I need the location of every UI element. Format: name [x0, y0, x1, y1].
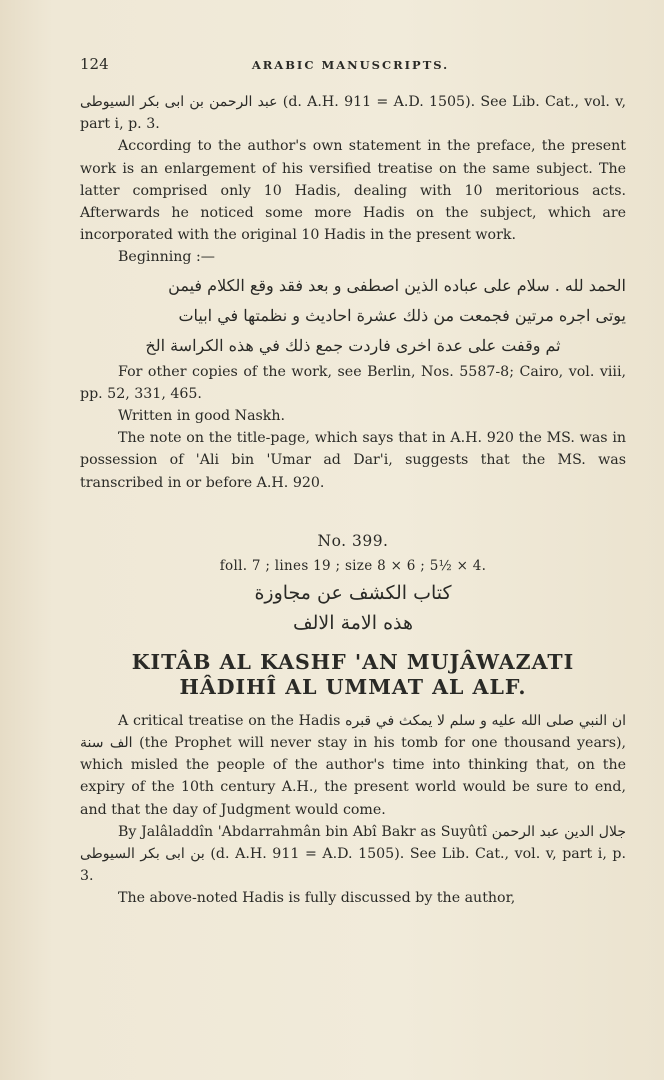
- entry-number: No. 399.: [317, 531, 389, 550]
- beginning-arabic-line: ثم وقفت على عدة اخرى فاردت جمع ذلك في هذه الكراسة الخ: [145, 335, 561, 355]
- description-rest: (the Prophet will never stay in his tomb for one thousand years), which misled the people of the author's time into thinking that, on the expiry of the 10th century A.H., the present world would be sure to end, and that the day of Judgment would come.: [80, 735, 627, 818]
- arabic-title-line: هذه الامة الالف: [292, 611, 414, 634]
- title-page-note: The note on the title-page, which says that in A.H. 920 the MS. was in possession of 'Ali bin 'Umar ad Dar'i, suggests that the MS. was transcribed in or before A.H. 920.: [80, 430, 626, 491]
- attribution-text: (d. A.H. 911 = A.D. 1505). See Lib. Cat., vol. v, part i, p. 3.: [80, 94, 626, 133]
- final-paragraph: The above-noted Hadis is fully discussed by the author,: [118, 890, 516, 907]
- author-arabic: جلال الدين عبد الرحمن بن ابی بکر السیوطی: [80, 823, 626, 863]
- description-lead: A critical treatise on the Hadis: [118, 712, 341, 729]
- preface-paragraph: According to the author's own statement in the preface, the present work is an enlargement of his versified treatise on the same subject. The latter comprised only 10 Hadis, dealing with 10 meritorious acts. Afterwards he noticed some more Hadis on the subject, which are incorporated with the original 10 Hadis in the present work.: [80, 138, 626, 244]
- running-title: ARABIC MANUSCRIPTS.: [251, 58, 450, 72]
- script-note: Written in good Naskh.: [118, 408, 286, 425]
- english-title-line: HÂDIHÎ AL UMMAT AL ALF.: [179, 674, 527, 699]
- english-title-line: KITÂB AL KASHF 'AN MUJÂWAZATI: [131, 649, 575, 674]
- beginning-label: Beginning :—: [118, 249, 215, 266]
- description-arabic: ان النبي صلى الله عليه و سلم لا يمكث في قبره الف سنة: [80, 712, 626, 752]
- arabic-title: [80, 578, 626, 638]
- other-copies: For other copies of the work, see Berlin, Nos. 5587-8; Cairo, vol. viii, pp. 52, 331, 465.: [80, 363, 626, 402]
- beginning-arabic: [80, 271, 626, 361]
- english-title: [80, 650, 626, 700]
- beginning-arabic-line: الحمد لله . سلام على عباده الذين اصطفى و بعد فقد وقع الكلام فيمن: [168, 275, 626, 295]
- physical-description: foll. 7 ; lines 19 ; size 8 × 6 ; 5½ × 4.: [219, 557, 487, 574]
- page-number: 124: [80, 55, 109, 73]
- author-lead: By Jalâladdîn 'Abdarrahmân bin Abî Bakr as Suyûtî: [118, 823, 487, 840]
- author-line: [80, 821, 626, 888]
- arabic-title-line: كتاب الكشف عن مجاوزة: [254, 581, 452, 604]
- attribution-arabic: عبد الرحمن بن ابی بکر السیوطی: [80, 94, 278, 110]
- author-rest: (d. A.H. 911 = A.D. 1505). See Lib. Cat., vol. v, part i, p. 3.: [80, 846, 627, 885]
- treatise-description: [80, 710, 626, 821]
- page-header: [80, 55, 626, 79]
- beginning-arabic-line: يوتى اجره مرتين فجمعت من ذلك عشرة احاديث و نظمتها في ابيات: [178, 305, 626, 325]
- entry-attribution: [80, 91, 626, 135]
